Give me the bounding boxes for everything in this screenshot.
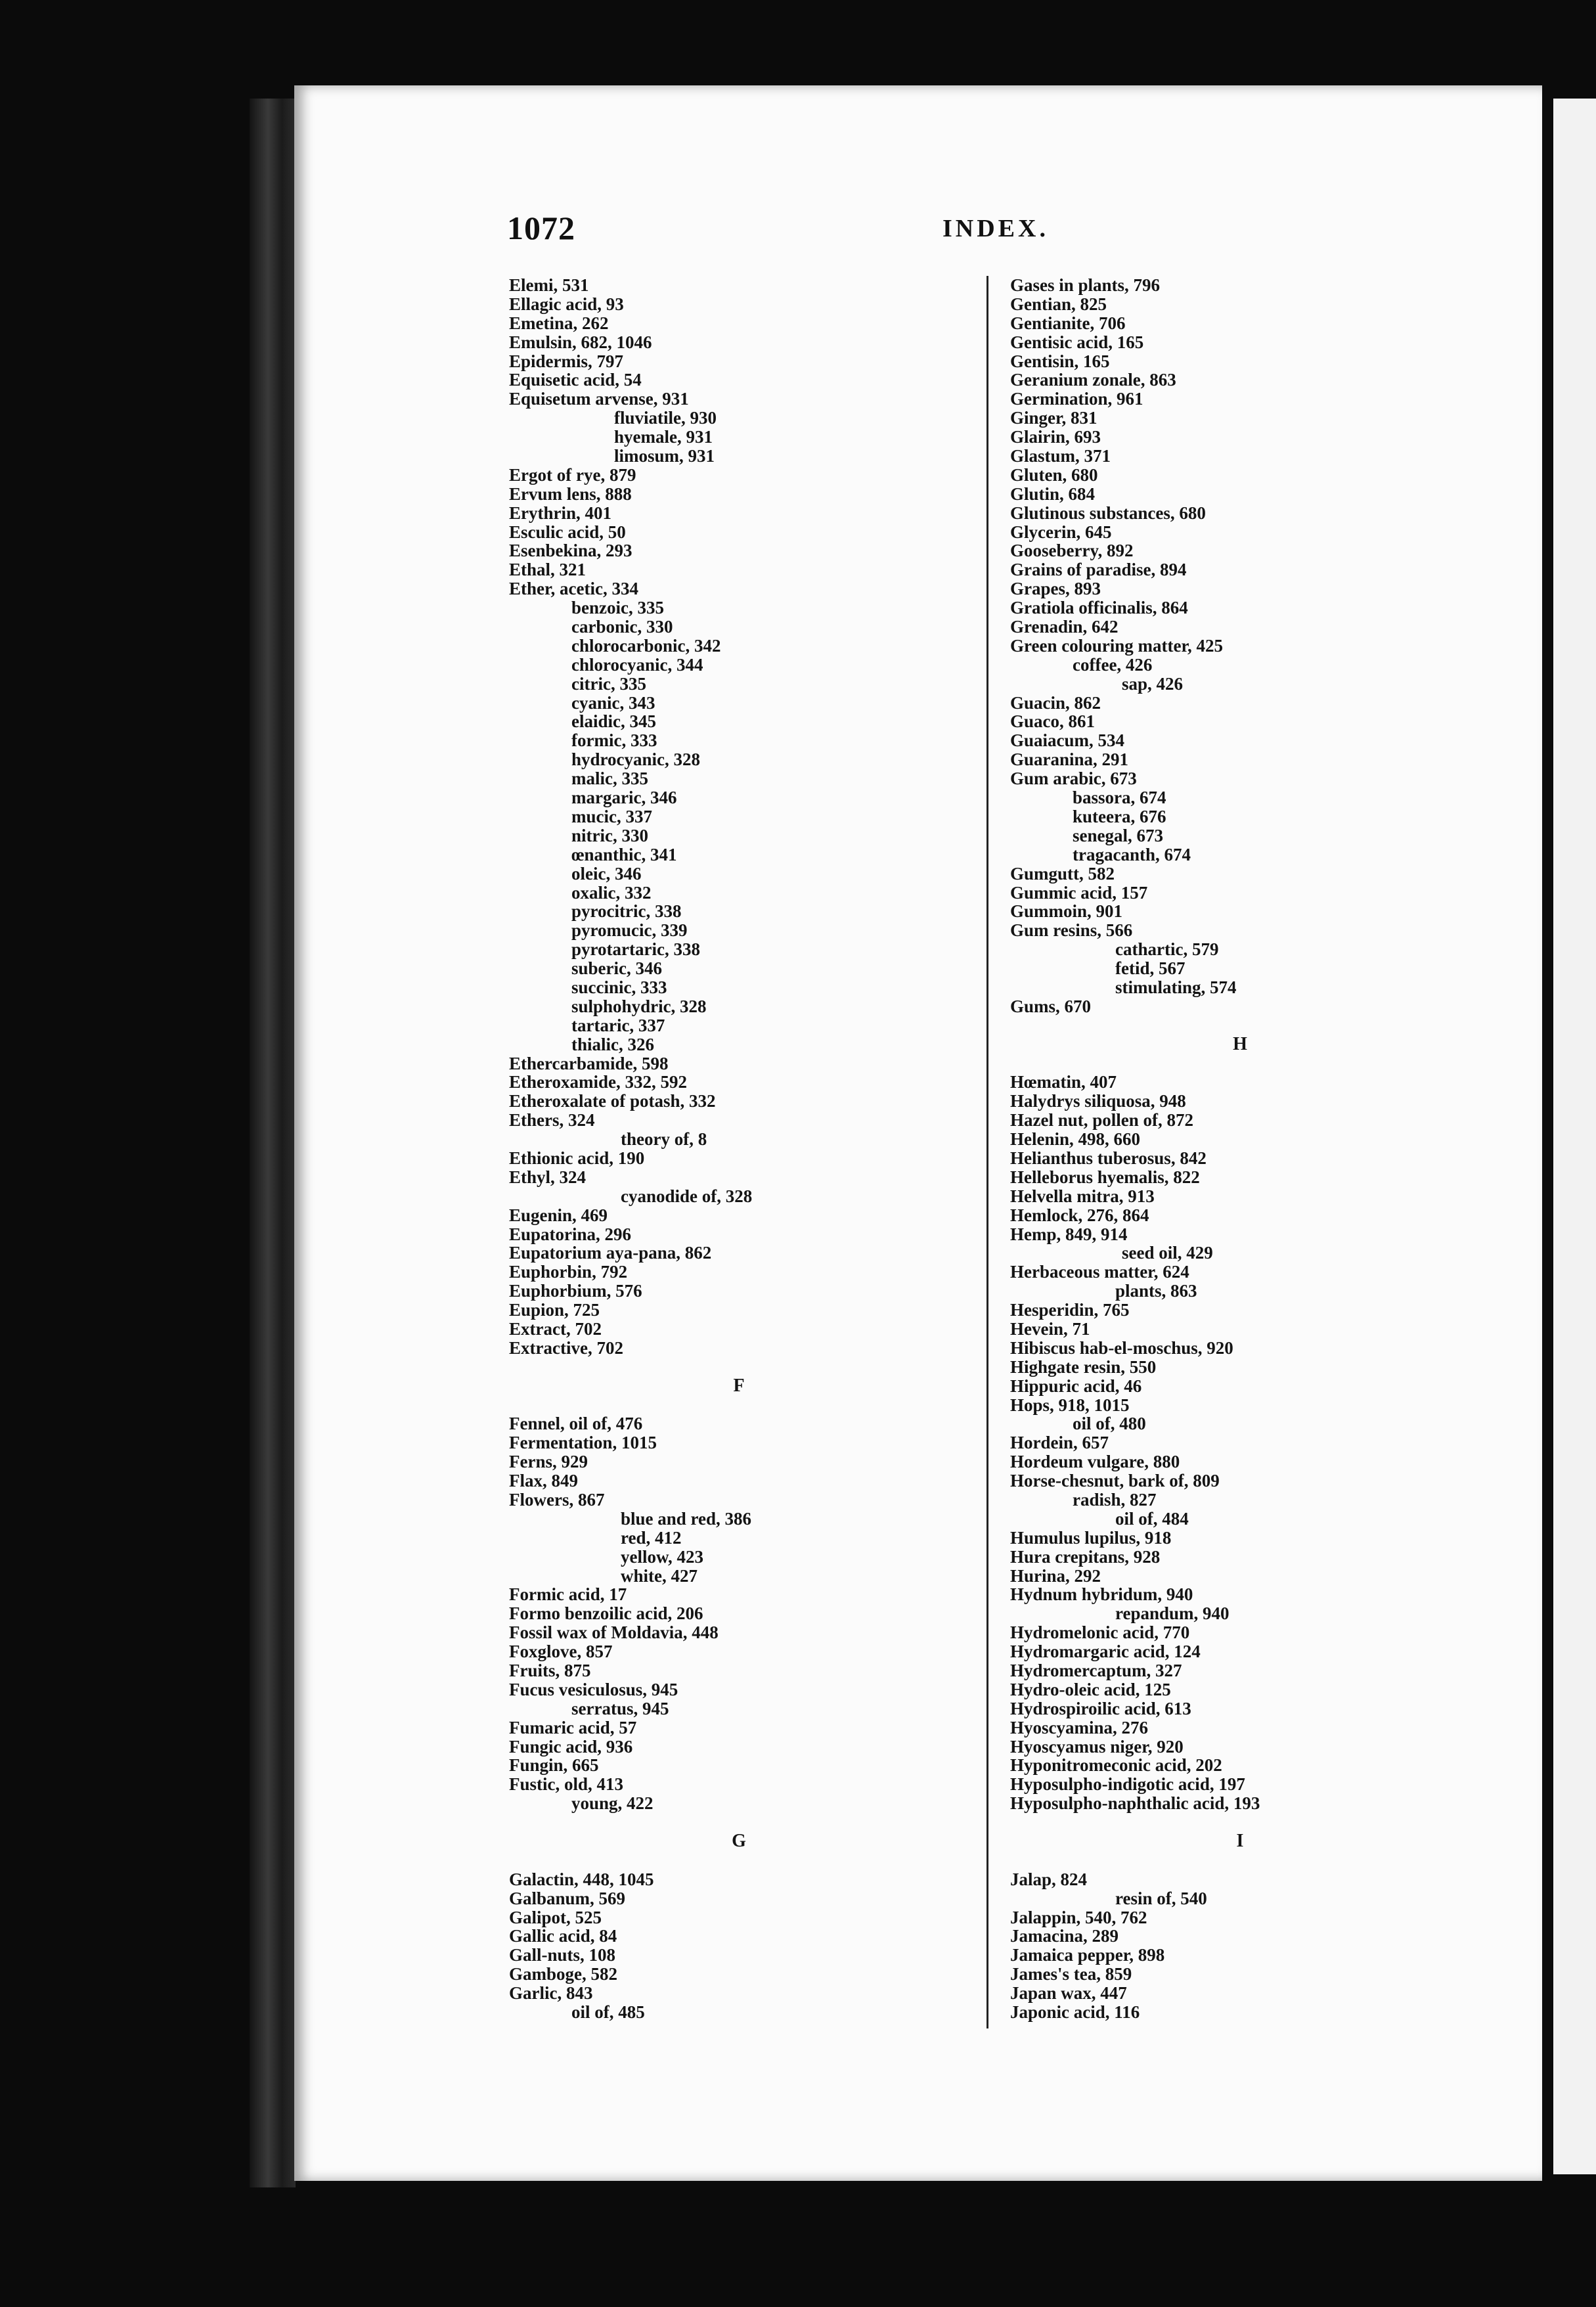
index-entry: Ervum lens, 888 [509,483,632,504]
index-subentry: yellow, 423 [621,1546,703,1567]
index-entry: Euphorbium, 576 [509,1281,642,1301]
index-entry: Geranium zonale, 863 [1010,370,1176,390]
section-letter: H [1233,1033,1247,1054]
index-entry: Fungin, 665 [509,1755,599,1776]
index-entry: Gum arabic, 673 [1010,769,1137,789]
index-subentry: benzoic, 335 [571,598,664,618]
index-subentry: chlorocarbonic, 342 [571,635,721,656]
index-entry: Guaco, 861 [1010,711,1096,732]
page-number: 1072 [507,210,575,246]
index-subentry: malic, 335 [571,769,648,789]
index-entry: Fermentation, 1015 [509,1433,657,1453]
index-entry: Fossil wax of Moldavia, 448 [509,1623,719,1643]
index-entry: Hyposulpho-indigotic acid, 197 [1010,1774,1245,1795]
index-entry: Extract, 702 [509,1318,602,1339]
index-entry: Hydro-oleic acid, 125 [1010,1679,1171,1699]
index-subentry: kuteera, 676 [1073,806,1166,826]
index-entry: Grapes, 893 [1010,579,1101,599]
column-divider [986,276,988,2028]
index-subentry: serratus, 945 [571,1698,669,1718]
index-entry: Ethers, 324 [509,1110,595,1131]
index-entry: Gentian, 825 [1010,294,1107,314]
index-subentry: nitric, 330 [571,825,648,845]
index-subentry: resin of, 540 [1115,1888,1207,1908]
index-entry: Horse-chesnut, bark of, 809 [1010,1471,1220,1491]
index-subentry: oil of, 484 [1115,1508,1189,1529]
index-entry: Gentisic acid, 165 [1010,332,1144,352]
index-entry: Epidermis, 797 [509,351,624,371]
index-entry: Grenadin, 642 [1010,617,1119,637]
index-entry: Flowers, 867 [509,1490,605,1510]
index-entry: Eupatorium aya-pana, 862 [509,1243,712,1263]
index-subentry: tartaric, 337 [571,1015,665,1035]
index-entry: Etheroxalate of potash, 332 [509,1091,716,1111]
index-subentry: oleic, 346 [571,863,642,884]
index-subentry: bassora, 674 [1073,788,1166,808]
index-subentry: red, 412 [621,1527,682,1548]
index-entry: Euphorbin, 792 [509,1262,628,1282]
index-subentry: oil of, 480 [1073,1414,1146,1434]
index-subentry: senegal, 673 [1073,825,1163,845]
index-subentry: pyrocitric, 338 [571,901,682,922]
index-entry: Green colouring matter, 425 [1010,635,1223,656]
index-entry: Jalappin, 540, 762 [1010,1907,1147,1927]
index-subentry: theory of, 8 [621,1129,707,1150]
index-entry: Helianthus tuberosus, 842 [1010,1148,1207,1168]
index-entry: Galbanum, 569 [509,1888,626,1908]
index-subentry: pyrotartaric, 338 [571,939,700,960]
index-entry: Equisetic acid, 54 [509,370,642,390]
index-entry: Fustic, old, 413 [509,1774,624,1795]
index-entry: Gamboge, 582 [509,1964,617,1984]
index-entry: Hippuric acid, 46 [1010,1376,1142,1396]
index-subentry: carbonic, 330 [571,617,673,637]
index-subentry: sulphohydric, 328 [571,996,707,1016]
index-entry: Foxglove, 857 [509,1642,613,1662]
index-entry: Esculic acid, 50 [509,522,626,542]
index-entry: Esenbekina, 293 [509,541,632,561]
index-entry: Gumgutt, 582 [1010,863,1115,884]
index-entry: Fennel, oil of, 476 [509,1414,643,1434]
index-subentry: elaidic, 345 [571,711,656,732]
index-entry: Hœmatin, 407 [1010,1072,1117,1092]
index-subentry: blue and red, 386 [621,1508,752,1529]
index-entry: Hemp, 849, 914 [1010,1224,1128,1244]
index-entry: Ethal, 321 [509,560,587,580]
index-entry: Gluten, 680 [1010,464,1098,485]
index-entry: Jamaica pepper, 898 [1010,1945,1165,1965]
index-entry: Hordeum vulgare, 880 [1010,1452,1180,1472]
index-entry: Guaiacum, 534 [1010,730,1125,751]
index-column-left [509,276,995,2022]
index-entry: Hurina, 292 [1010,1565,1101,1586]
index-entry: Glastum, 371 [1010,446,1111,466]
index-subentry: hydrocyanic, 328 [571,750,701,770]
index-entry: Emetina, 262 [509,313,609,333]
index-entry: Hordein, 657 [1010,1433,1109,1453]
index-entry: Fungic acid, 936 [509,1736,633,1757]
index-subentry: cyanodide of, 328 [621,1186,753,1206]
index-entry: Jamacina, 289 [1010,1926,1119,1946]
index-entry: Hibiscus hab-el-moschus, 920 [1010,1337,1233,1358]
index-subentry: thialic, 326 [571,1034,654,1054]
index-entry: Hyponitromeconic acid, 202 [1010,1755,1222,1776]
index-entry: Gases in plants, 796 [1010,275,1161,295]
index-entry: Fruits, 875 [509,1661,591,1681]
index-entry: Formo benzoilic acid, 206 [509,1603,703,1624]
index-entry: Japonic acid, 116 [1010,2002,1140,2023]
index-entry: Gall-nuts, 108 [509,1945,616,1965]
index-entry: Eupatorina, 296 [509,1224,632,1244]
index-entry: Garlic, 843 [509,1983,593,2004]
index-entry: Emulsin, 682, 1046 [509,332,652,352]
index-entry: Glutinous substances, 680 [1010,503,1206,523]
index-entry: Herbaceous matter, 624 [1010,1262,1189,1282]
index-entry: Ergot of rye, 879 [509,464,636,485]
index-entry: Equisetum arvense, 931 [509,389,689,409]
index-entry: Gentianite, 706 [1010,313,1126,333]
index-entry: Guacin, 862 [1010,692,1101,713]
running-head: INDEX. [942,215,1049,242]
index-entry: Hyoscyamus niger, 920 [1010,1736,1184,1757]
index-entry: Gummic acid, 157 [1010,882,1148,903]
index-subentry: mucic, 337 [571,806,652,826]
index-entry: Helleborus hyemalis, 822 [1010,1167,1200,1187]
index-subentry: limosum, 931 [614,446,715,466]
index-subentry: coffee, 426 [1073,654,1153,675]
index-entry: Hydromelonic acid, 770 [1010,1623,1190,1643]
section-letter: I [1236,1831,1244,1852]
index-entry: Hydromercaptum, 327 [1010,1661,1182,1681]
index-subentry: oil of, 485 [571,2002,645,2023]
index-entry: Helvella mitra, 913 [1010,1186,1155,1206]
index-entry: Hevein, 71 [1010,1318,1090,1339]
index-entry: Gentisin, 165 [1010,351,1110,371]
index-subentry: succinic, 333 [571,977,667,997]
index-entry: Hydrospiroilic acid, 613 [1010,1698,1191,1718]
index-entry: Fumaric acid, 57 [509,1717,637,1737]
index-entry: Glairin, 693 [1010,427,1101,447]
index-subentry: sap, 426 [1122,673,1184,694]
index-subentry: tragacanth, 674 [1073,844,1191,864]
index-subentry: seed oil, 429 [1122,1243,1213,1263]
index-entry: Ethyl, 324 [509,1167,587,1187]
index-subentry: formic, 333 [571,730,657,751]
adjacent-page-edge [1553,99,1596,2174]
index-entry: Elemi, 531 [509,275,589,295]
index-entry: Japan wax, 447 [1010,1983,1127,2004]
index-subentry: hyemale, 931 [614,427,713,447]
index-entry: Hyoscyamina, 276 [1010,1717,1149,1737]
index-subentry: margaric, 346 [571,788,677,808]
index-entry: Highgate resin, 550 [1010,1356,1157,1377]
index-entry: Erythrin, 401 [509,503,612,523]
section-letter: G [732,1831,746,1852]
index-entry: Ginger, 831 [1010,408,1097,428]
index-entry: Hydnum hybridum, 940 [1010,1584,1193,1605]
index-entry: Etheroxamide, 332, 592 [509,1072,687,1092]
index-entry: James's tea, 859 [1010,1964,1132,1984]
index-entry: Fucus vesiculosus, 945 [509,1679,678,1699]
index-entry: Ferns, 929 [509,1452,588,1472]
index-entry: Gums, 670 [1010,996,1092,1016]
index-entry: Gallic acid, 84 [509,1926,617,1946]
index-subentry: œnanthic, 341 [571,844,677,864]
index-entry: Hops, 918, 1015 [1010,1395,1130,1415]
index-entry: Hydromargaric acid, 124 [1010,1642,1201,1662]
index-entry: Gum resins, 566 [1010,920,1133,941]
index-entry: Grains of paradise, 894 [1010,560,1187,580]
index-entry: Hesperidin, 765 [1010,1300,1130,1320]
index-entry: Gratiola officinalis, 864 [1010,598,1188,618]
index-entry: Hazel nut, pollen of, 872 [1010,1110,1194,1131]
index-subentry: fetid, 567 [1115,958,1186,979]
index-entry: Eugenin, 469 [509,1205,608,1225]
index-subentry: pyromucic, 339 [571,920,688,941]
index-column-right [1010,276,1496,2022]
index-entry: Humulus lupilus, 918 [1010,1527,1172,1548]
index-entry: Jalap, 824 [1010,1869,1088,1889]
index-entry: Eupion, 725 [509,1300,600,1320]
index-entry: Ethercarbamide, 598 [509,1053,669,1073]
index-entry: Germination, 961 [1010,389,1143,409]
book-binding-edge [250,99,296,2187]
index-entry: Galactin, 448, 1045 [509,1869,654,1889]
index-entry: Glutin, 684 [1010,483,1096,504]
index-subentry: oxalic, 332 [571,882,652,903]
index-entry: Gummoin, 901 [1010,901,1123,922]
index-subentry: citric, 335 [571,673,646,694]
index-entry: Gooseberry, 892 [1010,541,1134,561]
index-entry: Hemlock, 276, 864 [1010,1205,1149,1225]
section-letter: F [733,1375,745,1396]
index-entry: Hyposulpho-naphthalic acid, 193 [1010,1793,1260,1814]
index-entry: Guaranina, 291 [1010,750,1129,770]
index-subentry: white, 427 [621,1565,698,1586]
index-entry: Extractive, 702 [509,1337,623,1358]
index-entry: Helenin, 498, 660 [1010,1129,1141,1150]
index-subentry: stimulating, 574 [1115,977,1237,997]
index-entry: Formic acid, 17 [509,1584,627,1605]
index-subentry: suberic, 346 [571,958,662,979]
index-subentry: cyanic, 343 [571,692,655,713]
index-subentry: chlorocyanic, 344 [571,654,703,675]
index-subentry: plants, 863 [1115,1281,1197,1301]
index-entry: Ethionic acid, 190 [509,1148,645,1168]
index-subentry: cathartic, 579 [1115,939,1219,960]
index-subentry: young, 422 [571,1793,654,1814]
index-subentry: radish, 827 [1073,1490,1157,1510]
index-subentry: fluviatile, 930 [614,408,717,428]
index-entry: Halydrys siliquosa, 948 [1010,1091,1186,1111]
index-entry: Ellagic acid, 93 [509,294,624,314]
index-entry: Ether, acetic, 334 [509,579,638,599]
index-entry: Flax, 849 [509,1471,578,1491]
index-subentry: repandum, 940 [1115,1603,1230,1624]
index-entry: Galipot, 525 [509,1907,602,1927]
index-entry: Hura crepitans, 928 [1010,1546,1161,1567]
index-entry: Glycerin, 645 [1010,522,1112,542]
